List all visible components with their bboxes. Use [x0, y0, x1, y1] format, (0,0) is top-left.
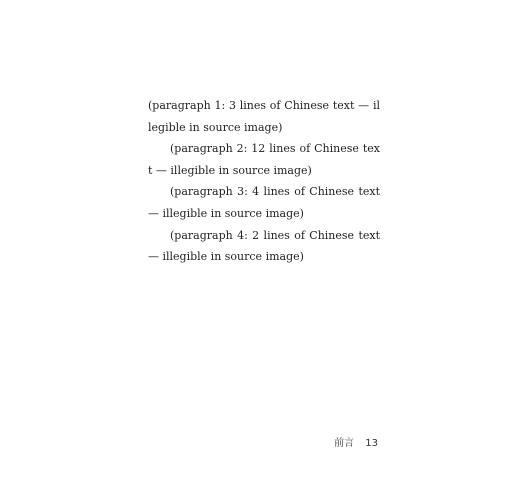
- page-footer: [334, 434, 378, 449]
- paragraph-4: (paragraph 4: 2 lines of Chinese text — illegible in source image): [148, 228, 380, 264]
- paragraph-3: (paragraph 3: 4 lines of Chinese text — illegible in source image): [148, 185, 380, 220]
- paragraph-2: (paragraph 2: 12 lines of Chinese text — illegible in source image): [148, 142, 380, 177]
- footer-section-title: 前言: [334, 438, 355, 449]
- page-number: 13: [365, 438, 378, 449]
- body-text: [148, 95, 380, 268]
- paragraph-1: (paragraph 1: 3 lines of Chinese text — illegible in source image): [148, 99, 380, 134]
